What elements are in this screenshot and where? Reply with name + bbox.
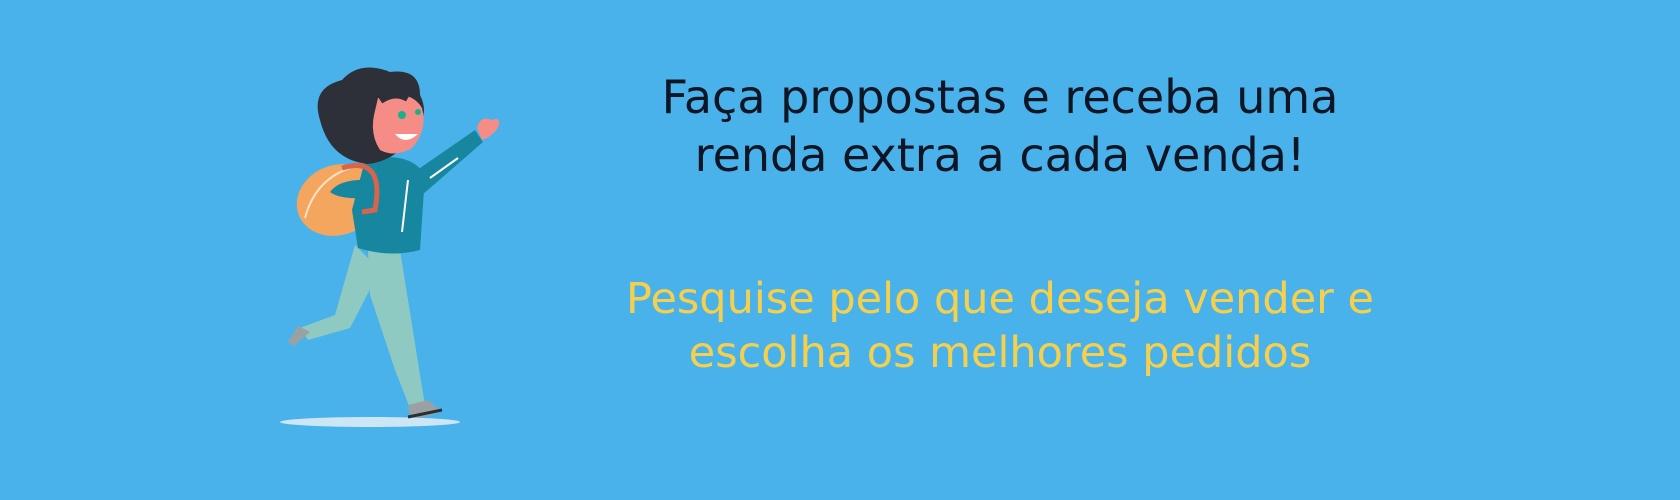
waving-hand xyxy=(477,119,499,140)
back-leg xyxy=(300,245,380,340)
subheadline xyxy=(560,272,1440,380)
headline-line-1: Faça propostas e receba uma xyxy=(661,70,1339,124)
running-person-icon xyxy=(280,60,560,440)
face xyxy=(373,95,424,154)
headline-line-2: renda extra a cada venda! xyxy=(694,128,1306,182)
jacket xyxy=(352,157,425,253)
subheadline-line-2: escolha os melhores pedidos xyxy=(688,328,1312,378)
front-leg xyxy=(368,250,425,408)
raised-arm xyxy=(410,130,483,195)
running-person-illustration xyxy=(280,60,560,440)
subheadline-line-1: Pesquise pelo que deseja vender e xyxy=(626,274,1374,324)
ground-shadow xyxy=(280,417,460,427)
headline xyxy=(560,68,1440,184)
